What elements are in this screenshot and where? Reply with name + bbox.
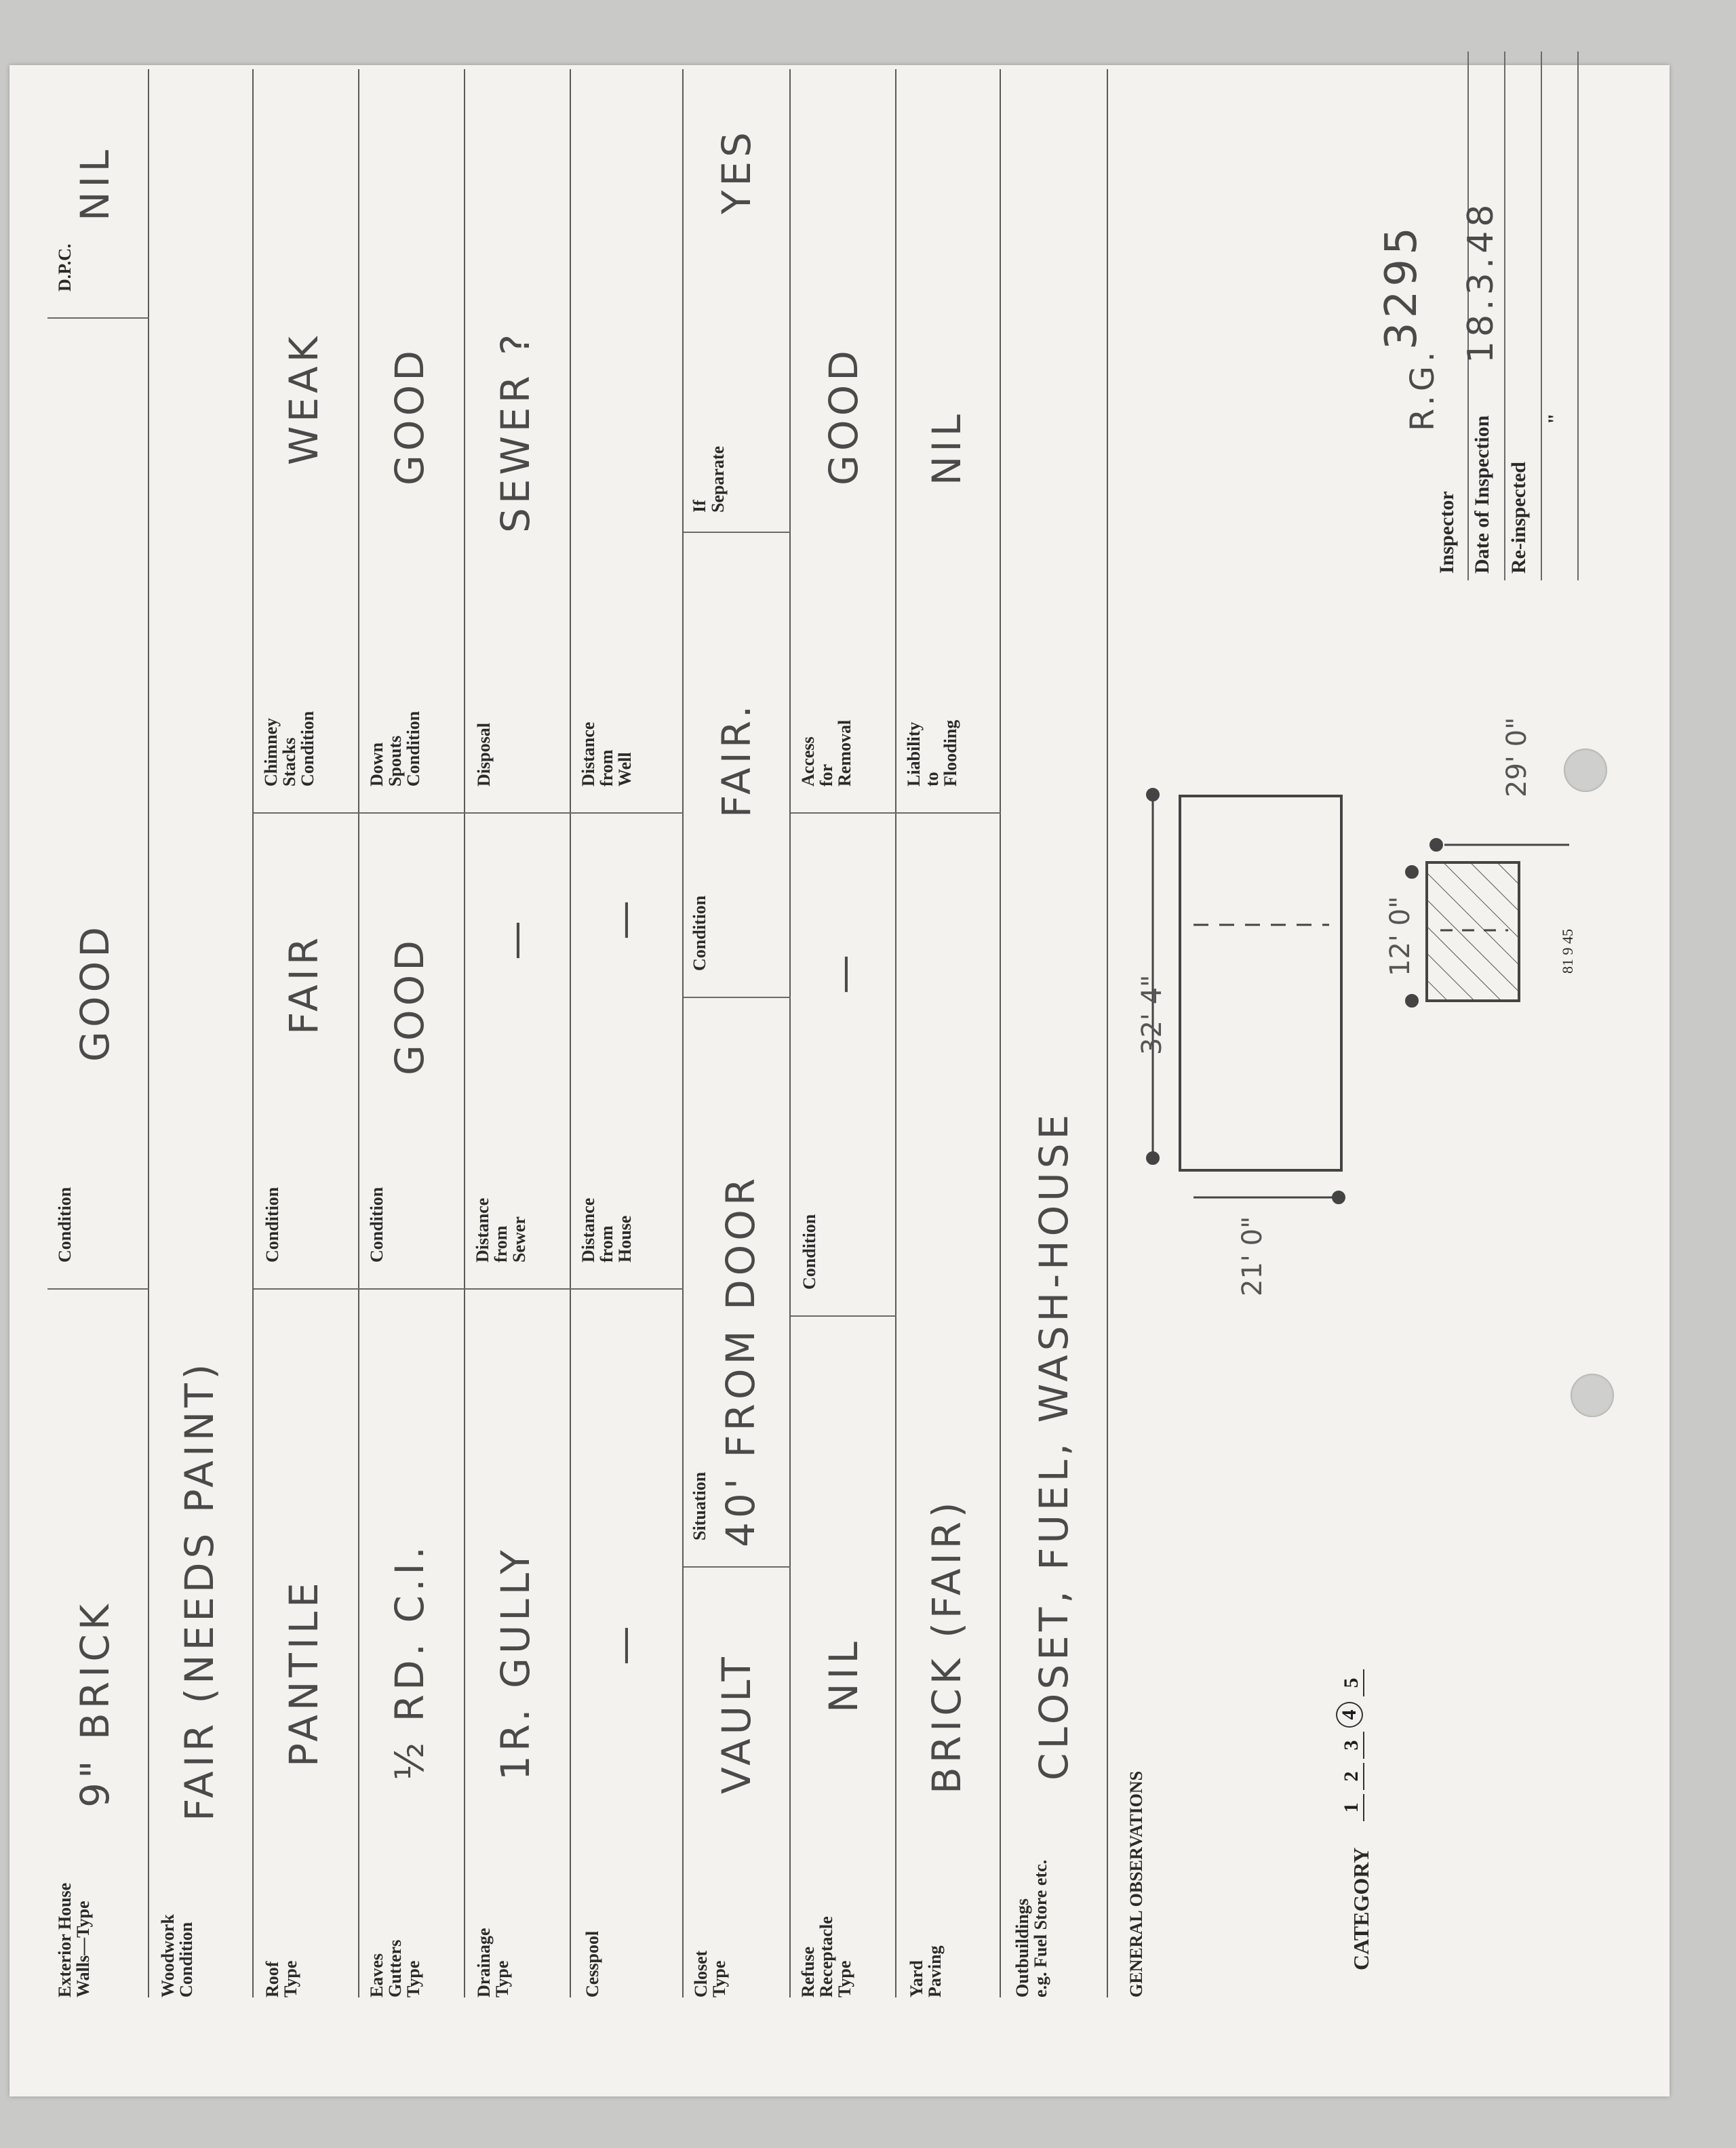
form-row-drainage xyxy=(465,69,571,1997)
row-value: FAIR (NEEDS PAINT) xyxy=(176,1359,222,1821)
disposal-label: Disposal xyxy=(474,723,494,787)
row-label: Refuse Receptacle Type xyxy=(798,1916,854,1997)
print-code: 81 9 45 xyxy=(1559,929,1576,974)
if-separate-label: If Separate xyxy=(690,445,728,513)
downspouts-label: Down Spouts Condition xyxy=(367,711,423,787)
dimension-depth-small: 29' 0" xyxy=(1501,717,1533,797)
inspector-value: R.G. xyxy=(1404,347,1442,431)
dpc-label: D.P.C. xyxy=(55,243,75,292)
row-label: Eaves Gutters Type xyxy=(367,1939,423,1997)
distance-house-value: — xyxy=(601,896,647,940)
category-label: CATEGORY xyxy=(1349,1847,1373,1970)
reinspected-label: Re-inspected xyxy=(1507,462,1530,574)
form-row-woodwork xyxy=(149,69,254,1997)
form-row-roof xyxy=(254,69,359,1997)
condition-value: FAIR xyxy=(281,933,327,1035)
chimney-value: WEAK xyxy=(281,332,327,465)
condition-value: — xyxy=(821,951,867,994)
row-label: Roof Type xyxy=(262,1960,300,1997)
row-label: Yard Paving xyxy=(907,1945,945,1997)
ditto-mark: " xyxy=(1544,413,1566,424)
row-label: Outbuildings e.g. Fuel Store etc. xyxy=(1012,1859,1050,1997)
category-option: 3 xyxy=(1340,1732,1364,1759)
access-removal-label: Access for Removal xyxy=(798,719,854,787)
category-option-selected: 4 xyxy=(1336,1702,1363,1728)
access-removal-value: GOOD xyxy=(821,346,867,485)
condition-label: Condition xyxy=(55,1187,75,1262)
row-label: Closet Type xyxy=(691,1950,729,1997)
row-value: VAULT xyxy=(713,1653,760,1794)
wash-house-outline xyxy=(1180,796,1341,1170)
form-row-eaves-gutters xyxy=(359,69,465,1997)
situation-value: 40' FROM DOOR xyxy=(717,1174,764,1547)
category-option: 2 xyxy=(1340,1763,1364,1790)
flooding-label: Liability to Flooding xyxy=(904,719,960,787)
distance-house-label: Distance from House xyxy=(578,1197,635,1262)
row-value: NIL xyxy=(821,1637,867,1713)
row-value: 9" BRICK xyxy=(72,1600,118,1808)
condition-label: Condition xyxy=(690,895,709,971)
condition-value: GOOD xyxy=(387,936,433,1075)
row-label: Exterior House Walls—Type xyxy=(55,1882,93,1997)
condition-label: Condition xyxy=(367,1187,387,1262)
row-value: — xyxy=(601,1622,647,1665)
dimension-width-small: 12' 0" xyxy=(1385,896,1416,976)
dpc-value: NIL xyxy=(72,146,118,221)
inspector-label: Inspector xyxy=(1436,491,1458,574)
condition-value: FAIR. xyxy=(713,701,760,818)
dimension-width-main: 32' 4" xyxy=(1137,974,1168,1055)
row-label: Woodwork Condition xyxy=(158,1914,196,1997)
form-row-closet xyxy=(684,69,791,1997)
if-separate-value: YES xyxy=(713,128,760,214)
distance-sewer-label: Distance from Sewer xyxy=(473,1197,529,1262)
form-row-outbuildings xyxy=(1001,69,1108,1997)
category-option: 5 xyxy=(1340,1669,1364,1696)
row-value: 1R. GULLY xyxy=(492,1546,538,1781)
downspouts-value: GOOD xyxy=(387,346,433,485)
form-row-cesspool xyxy=(571,69,684,1997)
closet-outline xyxy=(1427,862,1519,1001)
row-label: Cesspool xyxy=(583,1930,602,1997)
general-observations-label: GENERAL OBSERVATIONS xyxy=(1126,1770,1146,1997)
condition-label: Condition xyxy=(262,1187,282,1262)
chimney-label: Chimney Stacks Condition xyxy=(261,711,317,787)
disposal-value: SEWER ? xyxy=(492,330,538,533)
inspection-form xyxy=(47,49,1594,2018)
distance-sewer-value: — xyxy=(492,917,538,960)
form-row-yard-paving xyxy=(896,69,1001,1997)
row-value: BRICK (FAIR) xyxy=(924,1498,970,1794)
form-row-refuse xyxy=(791,69,896,1997)
category-option: 1 xyxy=(1340,1794,1364,1821)
distance-well-label: Distance from Well xyxy=(578,721,635,787)
reference-number: 3295 xyxy=(1377,223,1427,350)
row-label: Drainage Type xyxy=(474,1928,512,1997)
situation-label: Situation xyxy=(690,1471,709,1540)
row-value: ½ RD. C.I. xyxy=(387,1543,433,1781)
date-value: 18.3.48 xyxy=(1461,200,1501,363)
dimension-depth-main: 21' 0" xyxy=(1237,1216,1268,1296)
condition-value: GOOD xyxy=(72,923,118,1062)
flooding-value: NIL xyxy=(924,410,970,485)
date-label: Date of Inspection xyxy=(1471,415,1493,574)
condition-label: Condition xyxy=(800,1214,819,1290)
row-value: CLOSET, FUEL, WASH-HOUSE xyxy=(1031,1110,1077,1781)
form-row-exterior-walls xyxy=(47,69,149,1997)
row-value: PANTILE xyxy=(281,1578,327,1767)
